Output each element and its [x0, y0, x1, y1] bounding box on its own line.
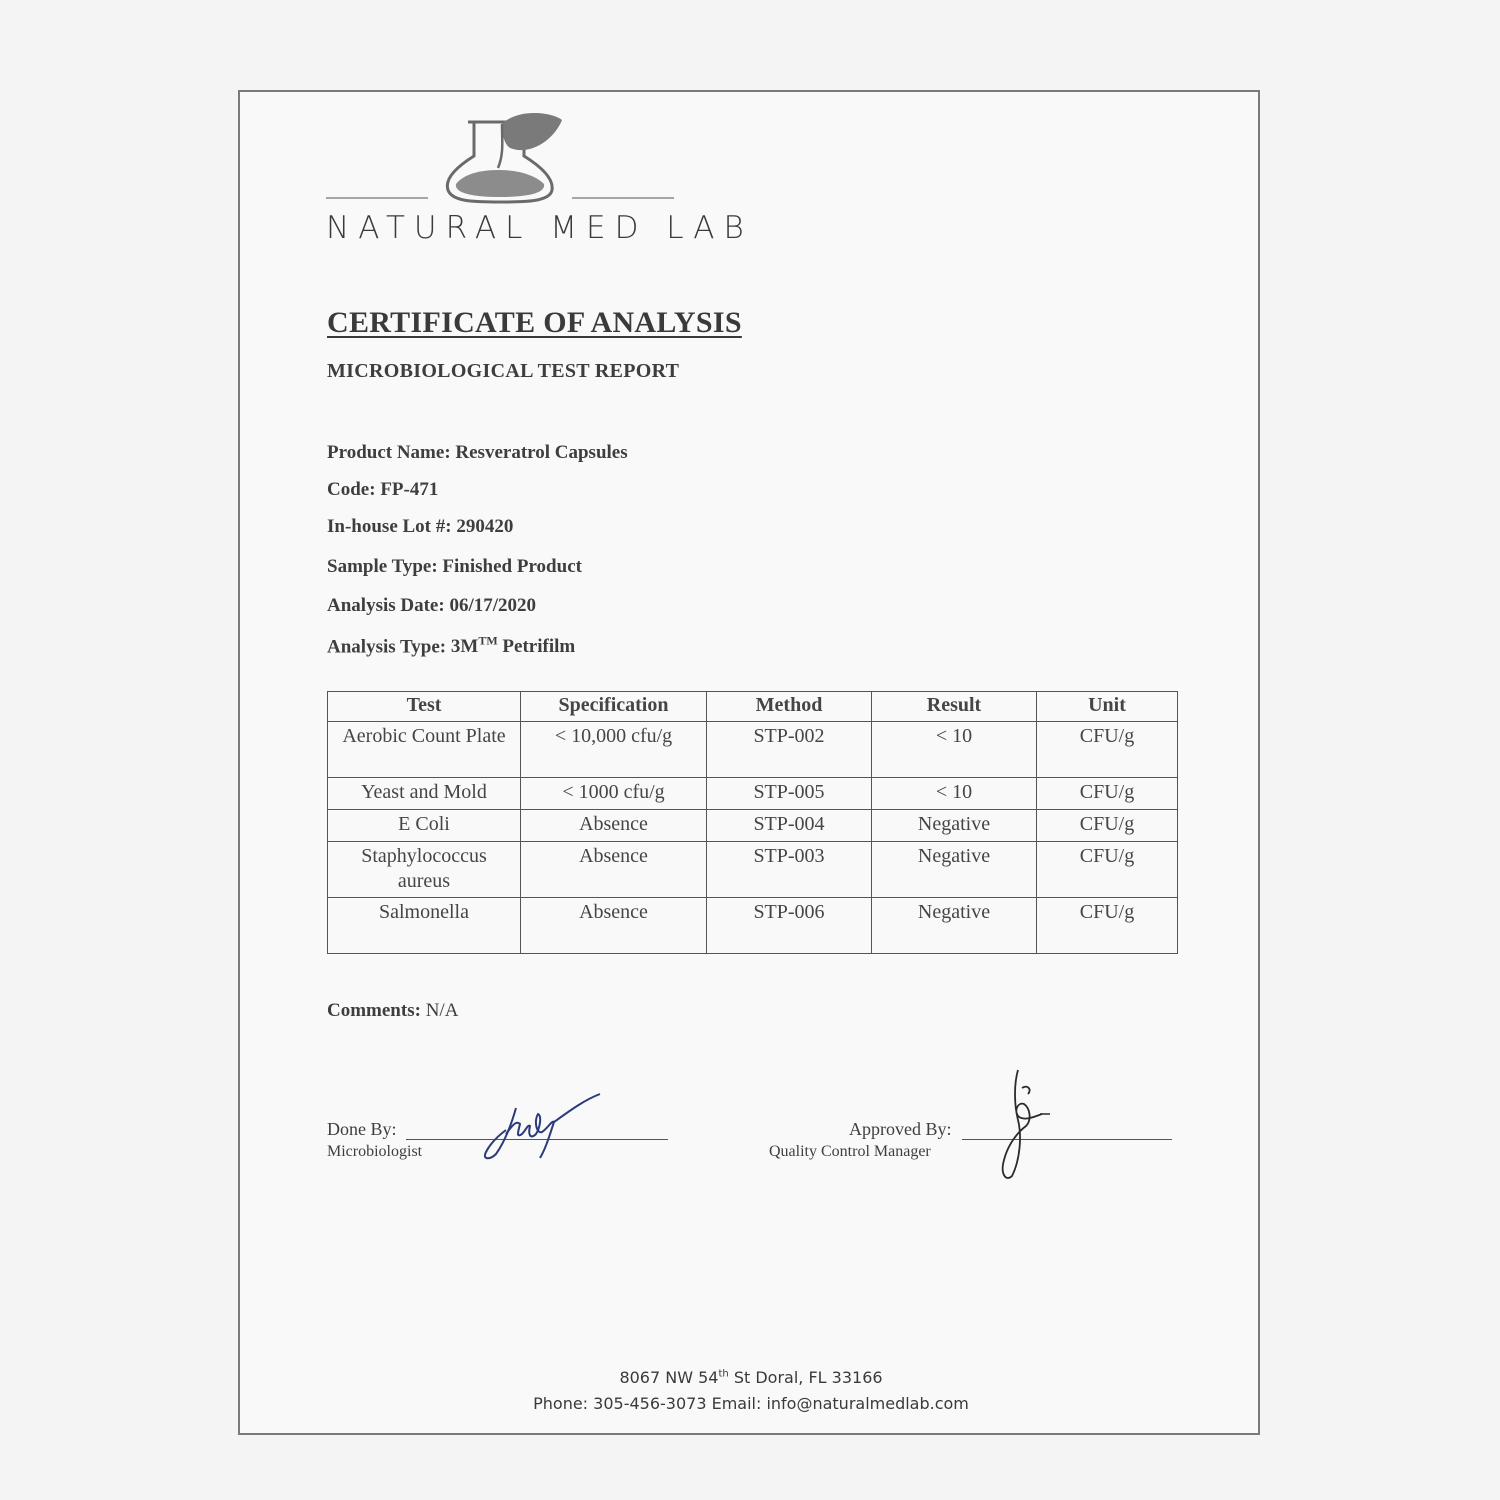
header-unit: Unit	[1037, 692, 1178, 722]
done-by-label: Done By:	[327, 1119, 397, 1139]
code-row	[327, 479, 438, 501]
analysis-type-value	[451, 636, 575, 657]
cell-specification: Absence	[521, 898, 707, 954]
table-row	[328, 898, 1178, 954]
done-by-role: Microbiologist	[327, 1143, 423, 1160]
sample-type-label: Sample Type:	[327, 556, 438, 577]
cell-method: STP-002	[707, 722, 872, 778]
table-row	[328, 842, 1178, 898]
cell-unit: CFU/g	[1037, 778, 1178, 810]
product-name-value: Resveratrol Capsules	[455, 442, 628, 463]
table-header-row	[328, 692, 1178, 722]
microbiologist-signature	[476, 1090, 606, 1170]
quality-manager-signature	[992, 1064, 1062, 1184]
cell-specification: < 1000 cfu/g	[521, 778, 707, 810]
analysis-type-suffix: Petrifilm	[502, 636, 576, 658]
sample-type-value: Finished Product	[442, 556, 582, 577]
address-ordinal: th	[718, 1368, 729, 1380]
header-test: Test	[328, 692, 521, 722]
analysis-date-label: Analysis Date:	[327, 595, 445, 616]
cell-method: STP-003	[707, 842, 872, 898]
header-specification: Specification	[521, 692, 707, 722]
cell-method: STP-004	[707, 810, 872, 842]
company-name: NATURAL MED LAB	[326, 210, 753, 246]
lot-value: 290420	[456, 516, 514, 537]
analysis-date-row	[327, 595, 536, 617]
table-row	[328, 810, 1178, 842]
results-table	[327, 691, 1178, 954]
approved-by-label: Approved By:	[849, 1119, 952, 1139]
footer-address	[240, 1368, 1262, 1387]
analysis-type-prefix: 3M	[450, 636, 479, 658]
cell-result: < 10	[872, 722, 1037, 778]
certificate-sheet	[238, 90, 1260, 1435]
sample-type-row	[327, 556, 582, 578]
cell-result: < 10	[872, 778, 1037, 810]
cell-test: Yeast and Mold	[328, 778, 521, 810]
cell-specification: < 10,000 cfu/g	[521, 722, 707, 778]
table-row	[328, 722, 1178, 778]
cell-test: Salmonella	[328, 898, 521, 954]
cell-test: Staphylococcus aureus	[328, 842, 521, 898]
cell-method: STP-005	[707, 778, 872, 810]
comments-row	[327, 1000, 458, 1022]
approved-by-role: Quality Control Manager	[769, 1143, 931, 1160]
code-label: Code:	[327, 479, 376, 500]
trademark-sup: TM	[478, 634, 498, 648]
cell-method: STP-006	[707, 898, 872, 954]
comments-label: Comments:	[327, 1000, 421, 1021]
cell-specification: Absence	[521, 810, 707, 842]
cell-test: E Coli	[328, 810, 521, 842]
analysis-date-value: 06/17/2020	[449, 595, 537, 616]
cell-unit: CFU/g	[1037, 722, 1178, 778]
table-row	[328, 778, 1178, 810]
product-name-row	[327, 442, 628, 464]
cell-test: Aerobic Count Plate	[328, 722, 521, 778]
cell-result: Negative	[872, 842, 1037, 898]
comments-value: N/A	[425, 1000, 459, 1021]
lot-row	[327, 516, 513, 538]
cell-unit: CFU/g	[1037, 842, 1178, 898]
header-method: Method	[707, 692, 872, 722]
header-result: Result	[872, 692, 1037, 722]
cell-specification: Absence	[521, 842, 707, 898]
flask-leaf-icon	[326, 110, 686, 220]
cell-unit: CFU/g	[1037, 810, 1178, 842]
footer-contact: Phone: 305-456-3073 Email: info@naturalmedlab.com	[533, 1394, 969, 1413]
company-logo	[326, 110, 753, 250]
cell-unit: CFU/g	[1037, 898, 1178, 954]
cell-result: Negative	[872, 810, 1037, 842]
address-suffix: St Doral, FL 33166	[728, 1368, 883, 1387]
analysis-type-label: Analysis Type:	[327, 636, 447, 658]
address-prefix: 8067 NW 54	[619, 1368, 719, 1387]
page-title: CERTIFICATE OF ANALYSIS	[327, 306, 742, 339]
lot-label: In-house Lot #:	[327, 516, 452, 537]
product-name-label: Product Name:	[327, 442, 451, 463]
cell-result: Negative	[872, 898, 1037, 954]
code-value: FP-471	[380, 479, 439, 500]
analysis-type-row	[327, 634, 575, 658]
page-subtitle: MICROBIOLOGICAL TEST REPORT	[327, 360, 680, 382]
